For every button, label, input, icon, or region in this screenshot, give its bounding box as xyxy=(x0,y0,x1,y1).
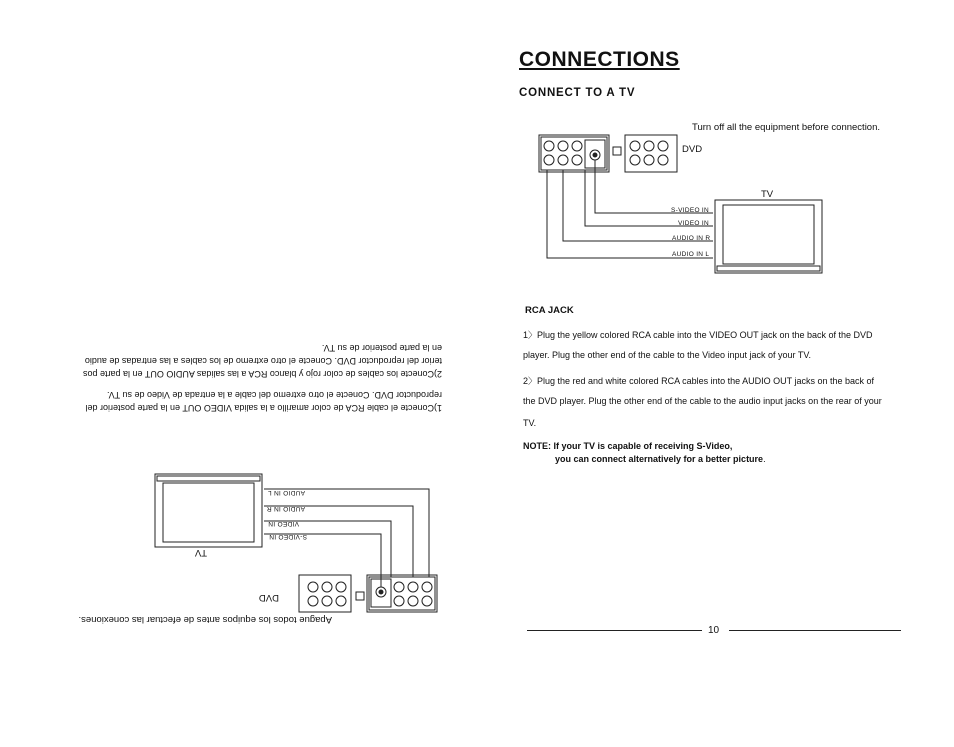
rca-jack-heading: RCA JACK xyxy=(525,305,574,316)
es-step1-line1: 1)Conecte el cable RCA de color amarillo a la salida VIDEO OUT en la parte posterior del xyxy=(85,403,442,413)
es-step2-line2: terior del reproductor DVD. Conecte el otro extremo de los cables a las entradas de audio xyxy=(84,356,442,366)
dvd-label-es: DVD xyxy=(258,592,279,603)
dvd-back-panel-es xyxy=(299,575,437,612)
section-subtitle: CONNECT TO A TV xyxy=(519,87,636,99)
tv-label-es: TV xyxy=(194,547,207,558)
port-label-audio-l: AUDIO IN L xyxy=(672,251,710,258)
page-title: CONNECTIONS xyxy=(519,48,680,71)
port-label-svideo: S-VIDEO IN xyxy=(671,207,710,214)
port-label-audio-l-es: AUDIO IN L xyxy=(267,489,305,496)
tv-label: TV xyxy=(761,189,774,200)
warning-text-es: Apague todos los equipos antes de efectuar las conexiones. xyxy=(78,614,332,625)
step1-line2: player. Plug the other end of the cable to the Video input jack of your TV. xyxy=(523,350,812,360)
page-number: 10 xyxy=(708,625,720,636)
dvd-back-panel xyxy=(539,135,677,172)
es-step1-line2: reproductor DVD. Conecte el otro extremo del cable a la entrada de Video de su TV. xyxy=(106,390,442,400)
step1-line1: 1〉Plug the yellow colored RCA cable into the VIDEO OUT jack on the back of the DVD xyxy=(523,330,873,340)
note-line1: NOTE: If your TV is capable of receiving S-Video, xyxy=(523,441,733,451)
port-label-video-es: VIDEO IN xyxy=(268,520,299,527)
note-emphasis: you can xyxy=(555,454,590,464)
step2-line2: the DVD player. Plug the other end of the cable to the audio input jacks on the rear of your xyxy=(523,396,882,406)
port-label-video: VIDEO IN xyxy=(678,220,709,227)
tv-outline-es xyxy=(155,474,262,547)
warning-text: Turn off all the equipment before connection. xyxy=(692,122,881,133)
es-step2-line3: en la parte posterior de su TV. xyxy=(321,343,442,353)
note-rest: connect alternatively for a better picture xyxy=(589,454,764,464)
es-step2-line1: 2)Conecte los cables de color rojo y blanco RCA a las salidas AUDIO OUT en la parte pos xyxy=(82,369,442,379)
note-line2 xyxy=(555,454,766,464)
footer-rule-right xyxy=(729,630,901,631)
port-label-audio-r: AUDIO IN R xyxy=(672,235,711,242)
english-page xyxy=(477,0,954,747)
connection-diagram-es xyxy=(0,457,477,747)
tv-outline xyxy=(715,200,822,273)
note-period: . xyxy=(763,454,766,464)
step2-line1: 2〉Plug the red and white colored RCA cables into the AUDIO OUT jacks on the back of xyxy=(523,376,875,386)
footer-rule-left xyxy=(527,630,702,631)
dvd-label: DVD xyxy=(682,144,703,155)
port-label-svideo-es: S-VIDEO IN xyxy=(268,533,307,540)
connection-diagram xyxy=(477,0,954,290)
port-label-audio-r-es: AUDIO IN R xyxy=(266,505,305,512)
step2-line3: TV. xyxy=(523,418,537,428)
